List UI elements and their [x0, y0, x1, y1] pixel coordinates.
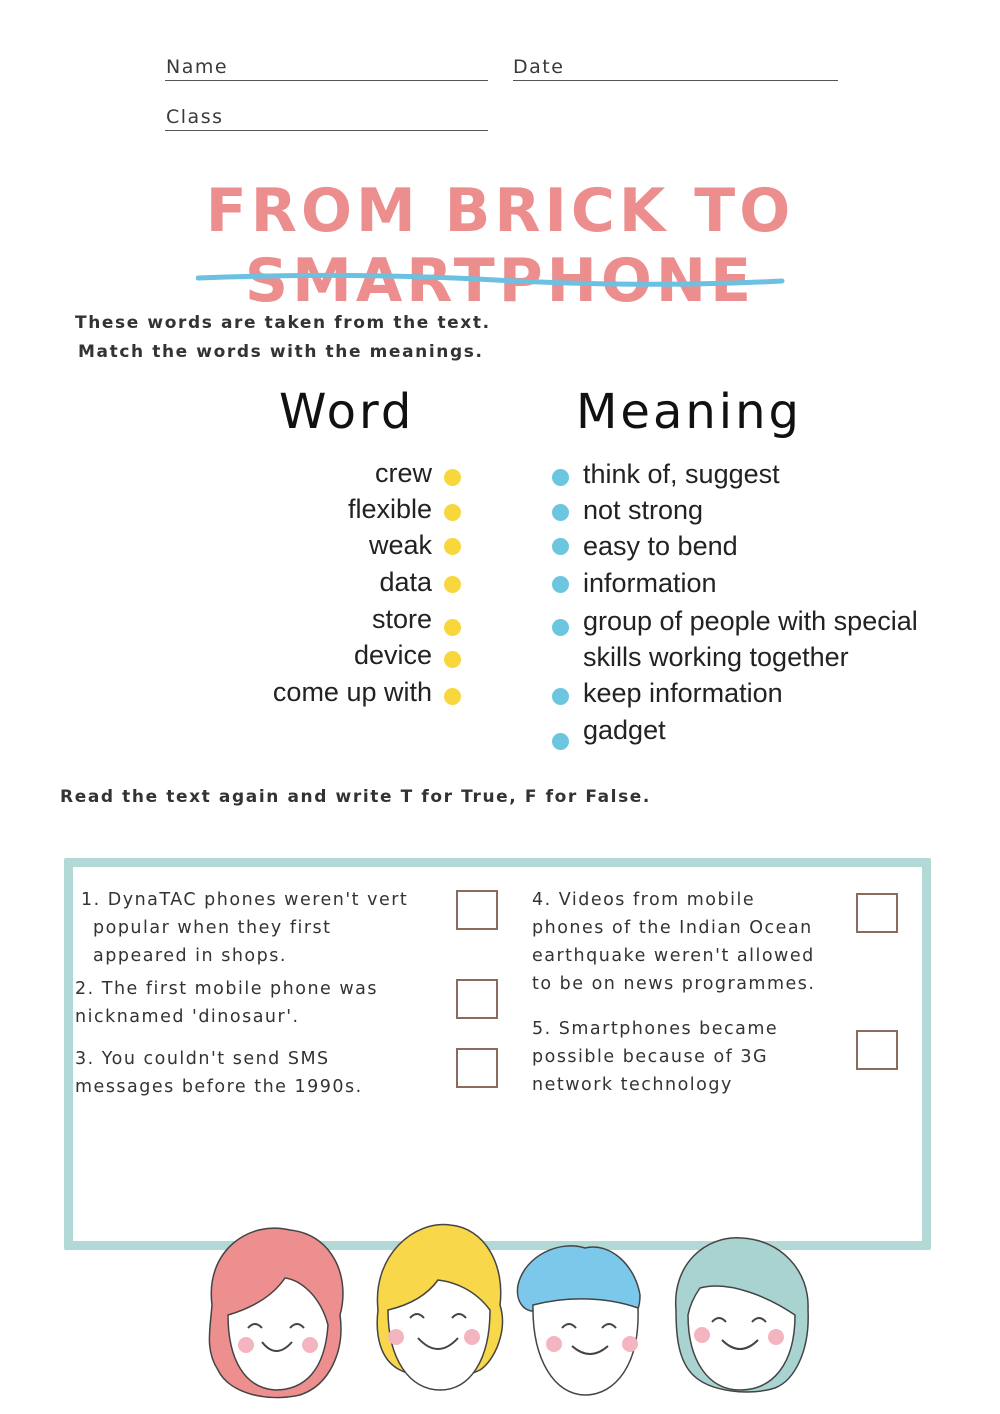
worksheet-title: FROM BRICK TO SMARTPHONE [205, 176, 795, 316]
word-match-dot[interactable] [444, 688, 461, 705]
meaning-item: gadget [583, 715, 666, 745]
meaning-match-dot[interactable] [552, 504, 569, 521]
name-label: Name [166, 56, 229, 78]
meaning-item: easy to bend [583, 531, 738, 561]
statement-4-line1: 4. Videos from mobile [532, 890, 756, 910]
class-field-line[interactable] [165, 130, 488, 131]
statement-5-line3: network technology [532, 1075, 733, 1095]
name-field-line[interactable] [165, 80, 488, 81]
statement-4-line4: to be on news programmes. [532, 974, 816, 994]
meaning-match-dot[interactable] [552, 619, 569, 636]
true-false-instruction: Read the text again and write T for True, F for False. [60, 787, 651, 807]
word-heading: Word [279, 384, 415, 440]
statement-1-answer-box[interactable] [456, 890, 498, 930]
date-label: Date [513, 56, 565, 78]
statement-1-line2: popular when they first [93, 918, 332, 938]
meaning-item: information [583, 568, 717, 598]
blue-haired-kid-face [517, 1246, 640, 1395]
meaning-item: keep information [583, 678, 783, 708]
title-underline [196, 272, 786, 288]
statement-3-line2: messages before the 1990s. [75, 1077, 363, 1097]
teal-haired-kid-face [676, 1238, 809, 1392]
kids-faces-illustration [0, 1210, 1000, 1414]
statement-2-line1: 2. The first mobile phone was [75, 979, 379, 999]
word-item: come up with [272, 677, 432, 707]
class-label: Class [166, 106, 224, 128]
word-item: weak [368, 530, 432, 560]
statement-5-answer-box[interactable] [856, 1030, 898, 1070]
word-match-dot[interactable] [444, 469, 461, 486]
statement-3-answer-box[interactable] [456, 1048, 498, 1088]
word-item: data [379, 567, 432, 597]
meaning-item: not strong [583, 495, 704, 525]
statement-2-answer-box[interactable] [456, 979, 498, 1019]
word-match-dot[interactable] [444, 538, 461, 555]
matching-instruction-line2: Match the words with the meanings. [78, 342, 484, 362]
meaning-match-dot[interactable] [552, 469, 569, 486]
word-match-dot[interactable] [444, 504, 461, 521]
word-item: crew [374, 458, 432, 488]
word-item: device [353, 640, 432, 670]
meaning-heading: Meaning [576, 384, 803, 440]
matching-instruction-line1: These words are taken from the text. [75, 313, 491, 333]
meaning-match-dot[interactable] [552, 733, 569, 750]
word-item: flexible [347, 494, 432, 524]
red-haired-kid-face [209, 1228, 343, 1397]
statement-1-line3: appeared in shops. [93, 946, 287, 966]
statement-4-line3: earthquake weren't allowed [532, 946, 815, 966]
date-field-line[interactable] [513, 80, 838, 81]
yellow-haired-kid-face [377, 1225, 502, 1390]
statement-1-line1: 1. DynaTAC phones weren't vert [81, 890, 409, 910]
word-match-dot[interactable] [444, 576, 461, 593]
statement-5-line1: 5. Smartphones became [532, 1019, 779, 1039]
statement-4-line2: phones of the Indian Ocean [532, 918, 813, 938]
meaning-match-dot[interactable] [552, 576, 569, 593]
meaning-item-continuation: skills working together [583, 642, 849, 672]
word-item: store [371, 604, 432, 634]
word-match-dot[interactable] [444, 619, 461, 636]
meaning-match-dot[interactable] [552, 538, 569, 555]
word-match-dot[interactable] [444, 651, 461, 668]
statement-5-line2: possible because of 3G [532, 1047, 769, 1067]
meaning-match-dot[interactable] [552, 688, 569, 705]
meaning-item: group of people with special [583, 606, 918, 636]
meaning-item: think of, suggest [583, 459, 780, 489]
statement-2-line2: nicknamed 'dinosaur'. [75, 1007, 300, 1027]
statement-3-line1: 3. You couldn't send SMS [75, 1049, 330, 1069]
statement-4-answer-box[interactable] [856, 893, 898, 933]
